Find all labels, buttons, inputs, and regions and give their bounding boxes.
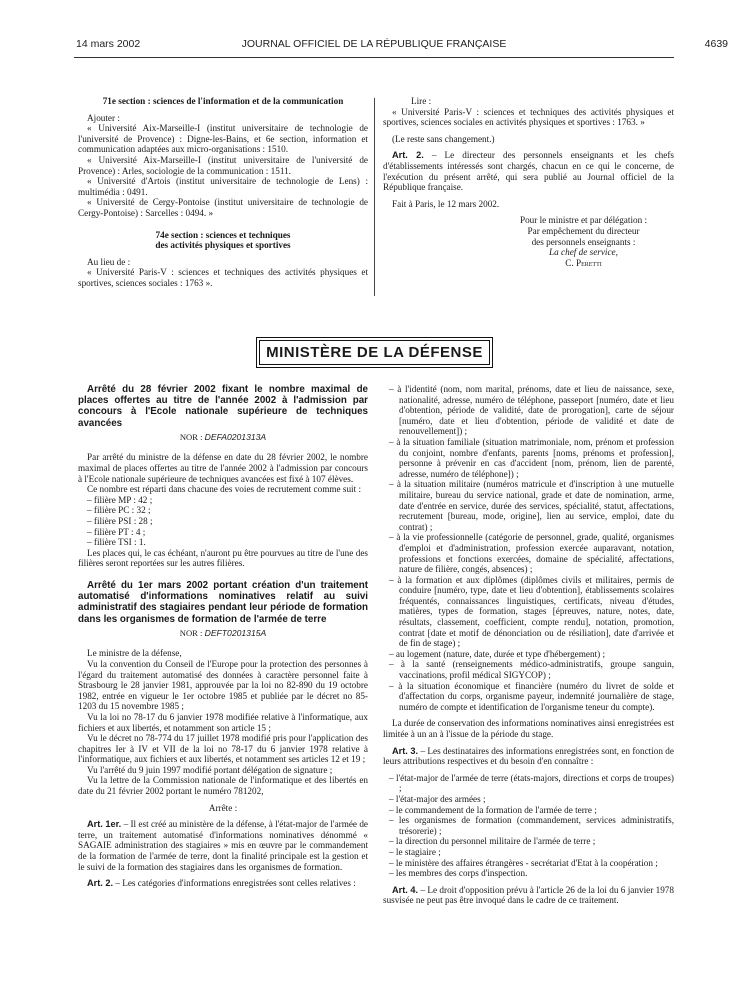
category-item: – à la santé (renseignements médico-administratifs, groupe sanguin, vaccinations, profil médical SIGYCOP) ; <box>389 659 674 681</box>
article-2-label: Art. 2. <box>87 878 114 889</box>
category-item: – à la vie professionnelle (catégorie de personnel, grade, qualité, organismes d'emploi et d'administration, profession exercée auparavant, notation, professions et fonctions exercées, domaine de spécialité, affectations, nature de filière, congés, absences) ; <box>389 532 674 575</box>
article-1-paragraph <box>78 819 368 872</box>
visa-paragraph: Vu la lettre de la Commission nationale de l'informatique et des libertés en date du 21 février 2002 portant le numéro 781202, <box>78 775 368 797</box>
article-3-label: Art. 3. <box>392 745 419 756</box>
arrete-2-nor <box>78 628 368 639</box>
category-item: – à la situation économique et financière (numéro du livret de solde et d'affectation du corps, organisme payeur, indemnité journalière de stage, numéro de compte et identification de l'organisme teneur du compte). <box>389 680 674 712</box>
ajouter-item: « Université de Cergy-Pontoise (institut universitaire de technologie de Cergy-Pontoise) : Sarcelles : 0494. » <box>78 197 368 218</box>
destinataire-item: – le commandement de la formation de l'armée de terre ; <box>389 804 597 815</box>
nor-code: DEFT0201315A <box>204 627 267 638</box>
lower-left-column <box>78 384 368 889</box>
category-item: – à la situation militaire (numéros matricule et d'inscription à une mutuelle militaire, bureau du service national, grade et date de nomination, arme, date d'entrée en service, durée des services, spécialité, statut, affectations, recrutement [bureau, mode, origine], lien au service, emploi, date du contrat) ; <box>389 479 674 532</box>
arrete-1-p1: Par arrêté du ministre de la défense en date du 28 février 2002, le nombre maximal de places offertes au titre de l'année 2002 à l'admission par concours à l'Ecole nationale supérieure de techniques avancées est fixé à 107 élèves. <box>78 452 368 484</box>
top-right-column <box>383 96 674 268</box>
visa-paragraph: Vu la loi no 78-17 du 6 janvier 1978 modifiée relative à l'informatique, aux fichiers et aux libertés, et notamment son article 15 ; <box>78 711 368 733</box>
destinataire-item: – l'état-major de l'armée de terre (états-majors, directions et corps de troupes) ; <box>389 772 674 794</box>
page-number: 4639 <box>704 38 728 50</box>
ajouter-label: Ajouter : <box>87 112 120 123</box>
article-4-label: Art. 4. <box>392 884 419 895</box>
arrete-2-title: Arrêté du 1er mars 2002 portant création d'un traitement automatisé d'informations nominatives relatif au suivi administratif des stagiaires pendant leur période de formation dans les organismes de formation de l'armée de terre <box>78 579 368 625</box>
ajouter-item: « Université Aix-Marseille-I (institut universitaire de technologie de l'université de Provence) : Digne-les-Bains, et 6e section, information et communication adaptées aux micro-organisations : 1510. <box>78 123 368 155</box>
signatory-name: C. Peretti <box>565 257 602 268</box>
article-1-label: Art. 1er. <box>87 819 122 830</box>
section-74-heading-line2: des activités physiques et sportives <box>155 240 291 251</box>
article-3-paragraph <box>383 746 674 767</box>
au-lieu-label: Au lieu de : <box>87 256 131 267</box>
visa-paragraph: Le ministre de la défense, <box>87 648 182 659</box>
visa-paragraph: Vu le décret no 78-774 du 17 juillet 1978 modifié pris pour l'application des chapitres Ier à IV et VII de la loi no 78-17 du 6 janvier 1978 relative à l'informatique, aux fichiers et aux libertés, et notamment ses articles 12 et 19 ; <box>78 733 368 765</box>
destinataire-item: – la direction du personnel militaire de l'armée de terre ; <box>389 836 596 847</box>
destinataire-item: – les organismes de formation (commandement, services administratifs, trésorerie) ; <box>389 815 674 836</box>
nor-label: NOR : <box>179 431 203 442</box>
section-74-heading-line1: 74e section : sciences et techniques <box>155 229 291 240</box>
top-left-column <box>78 96 368 289</box>
destinataire-item: – l'état-major des armées ; <box>389 793 486 804</box>
visa-paragraph: Vu l'arrêté du 9 juin 1997 modifié portant délégation de signature ; <box>87 764 333 775</box>
nor-code: DEFA0201313A <box>204 431 267 442</box>
visa-paragraph: Vu la convention du Conseil de l'Europe pour la protection des personnes à l'égard du traitement automatisé des données à caractère personnel faite à Strasbourg le 28 janvier 1981, approuvée par la loi no 82-890 du 19 octobre 1982, entrée en vigueur le 1er octobre 1985 et publiée par le décret no 85-1203 du 15 novembre 1985 ; <box>78 658 368 712</box>
column-divider <box>374 98 375 296</box>
category-item: – à la situation familiale (situation matrimoniale, nom, prénom et profession du conjoint, nombre d'enfants, parents [noms, prénoms et profession], personne à prévenir en cas d'accident [nom, prénom, lien de parenté, adresse, numéro de téléphone]) ; <box>389 436 674 479</box>
ajouter-item: « Université Aix-Marseille-I (institut universitaire de l'université de Provence) : Arles, sociologie de la communication : 1511. <box>78 154 368 176</box>
lire-item: « Université Paris-V : sciences et techniques des activités physiques et sportives, sciences sociales en activités physiques et sportives : 1763. » <box>383 106 674 128</box>
arrete-1-p3: Les places qui, le cas échéant, n'auront pu être pourvues au titre de l'une des filières seront reportées sur les autres filières. <box>78 547 368 569</box>
reste-note: (Le reste sans changement.) <box>392 133 495 144</box>
article-2-text: – Les catégories d'informations enregistrées sont celles relatives : <box>113 878 356 889</box>
category-item: – à la formation et aux diplômes (diplômes civils et militaires, permis de conduire [numéro, type, date et lieu d'obtention], établissements scolaires fréquentés, connaissances linguistiques, certificats, niveau d'études, matières, types de formation, stages [épreuves, nature, notes, date, résultats, classement, coefficient, compte rendu], notation, promotion, contrat [date et motif de dénonciation ou de résiliation], date d'arrivée et de fin de stage) ; <box>389 574 674 649</box>
page-header <box>0 38 748 54</box>
article-2-label: Art. 2. <box>392 150 424 161</box>
filiere-item: – filière PT : 4 ; <box>87 526 146 537</box>
lire-label: Lire : <box>411 96 432 106</box>
destinataire-item: – le ministère des affaires étrangères - secrétariat d'Etat à la coopération ; <box>389 857 658 868</box>
section-71-heading: 71e section : sciences de l'information et de la communication <box>102 96 344 106</box>
issue-date: 14 mars 2002 <box>76 38 141 50</box>
fait-a-paris: Fait à Paris, le 12 mars 2002. <box>392 198 500 209</box>
arrete-label: Arrête : <box>208 802 238 813</box>
ministry-heading: MINISTÈRE DE LA DÉFENSE <box>259 340 490 365</box>
arrete-1-p2: Ce nombre est réparti dans chacune des voies de recrutement comme suit : <box>87 484 361 495</box>
signature-line-3: des personnels enseignants : <box>531 236 636 247</box>
ajouter-item: « Université d'Artois (institut universitaire de technologie de Lens) : multimédia : 0491. <box>78 176 368 197</box>
duree-conservation: La durée de conservation des informations nominatives ainsi enregistrées est limitée à un an à l'issue de la période du stage. <box>383 718 674 739</box>
signature-line-2: Par empêchement du directeur <box>527 225 640 236</box>
filiere-item: – filière MP : 42 ; <box>87 494 153 505</box>
lower-right-column <box>383 384 674 906</box>
signature-line-1: Pour le ministre et par délégation : <box>519 215 648 226</box>
category-item: – au logement (nature, date, durée et type d'hébergement) ; <box>389 648 606 659</box>
filiere-item: – filière PSI : 28 ; <box>87 515 153 526</box>
article-1-text: – Il est créé au ministère de la défense, à l'état-major de l'armée de terre, un traitement automatisé d'informations nominatives dénommé « SAGAIE administration des stagiaires » mis en œuvre par le commandement de la formation de l'armée de terre, dont la finalité principale est la gestion et le suivi de la formation des stagiaires dans les organismes de formation. <box>78 819 369 872</box>
article-2-paragraph <box>383 150 674 192</box>
signature-line-4: La chef de service, <box>549 247 618 258</box>
article-4-text: – Le droit d'opposition prévu à l'article 26 de la loi du 6 janvier 1978 susvisée ne peut pas être invoqué dans le cadre de ce traitement. <box>383 884 674 906</box>
article-2-text: – Le directeur des personnels enseignants et les chefs d'établissements intéressés sont chargés, chacun en ce qui le concerne, de l'exécution du présent arrêté, qui sera publié au Journal officiel de la République française. <box>383 150 674 193</box>
journal-title: JOURNAL OFFICIEL DE LA RÉPUBLIQUE FRANÇAISE <box>241 38 507 50</box>
destinataire-item: – les membres des corps d'inspection. <box>389 868 528 879</box>
category-item: – à l'identité (nom, nom marital, prénoms, date et lieu de naissance, sexe, nationalité, adresse, numéro de téléphone, passeport [numéro, date et lieu d'obtention, période de validité, date de prorogation], carte de séjour [numéro, date et lieu d'obtention, période de validité et date de renouvellement]) ; <box>389 384 674 437</box>
header-rule <box>74 57 674 58</box>
nor-label: NOR : <box>179 627 203 638</box>
article-4-paragraph <box>383 885 674 906</box>
article-2-paragraph <box>78 878 368 889</box>
arrete-1-nor <box>78 432 368 443</box>
filiere-item: – filière PC : 32 ; <box>87 505 151 516</box>
au-lieu-item: « Université Paris-V : sciences et techniques des activités physiques et sportives, sciences sociales : 1763 ». <box>78 267 368 288</box>
article-3-text: – Les destinataires des informations enregistrées sont, en fonction de leurs attributions respectives et du besoin d'en connaître : <box>383 745 674 767</box>
arrete-1-title: Arrêté du 28 février 2002 fixant le nombre maximal de places offertes au titre de l'année 2002 à l'admission par concours à l'Ecole nationale supérieure de techniques avancées <box>78 384 368 429</box>
filiere-item: – filière TSI : 1. <box>87 537 146 548</box>
destinataire-item: – le stagiaire ; <box>389 846 441 857</box>
